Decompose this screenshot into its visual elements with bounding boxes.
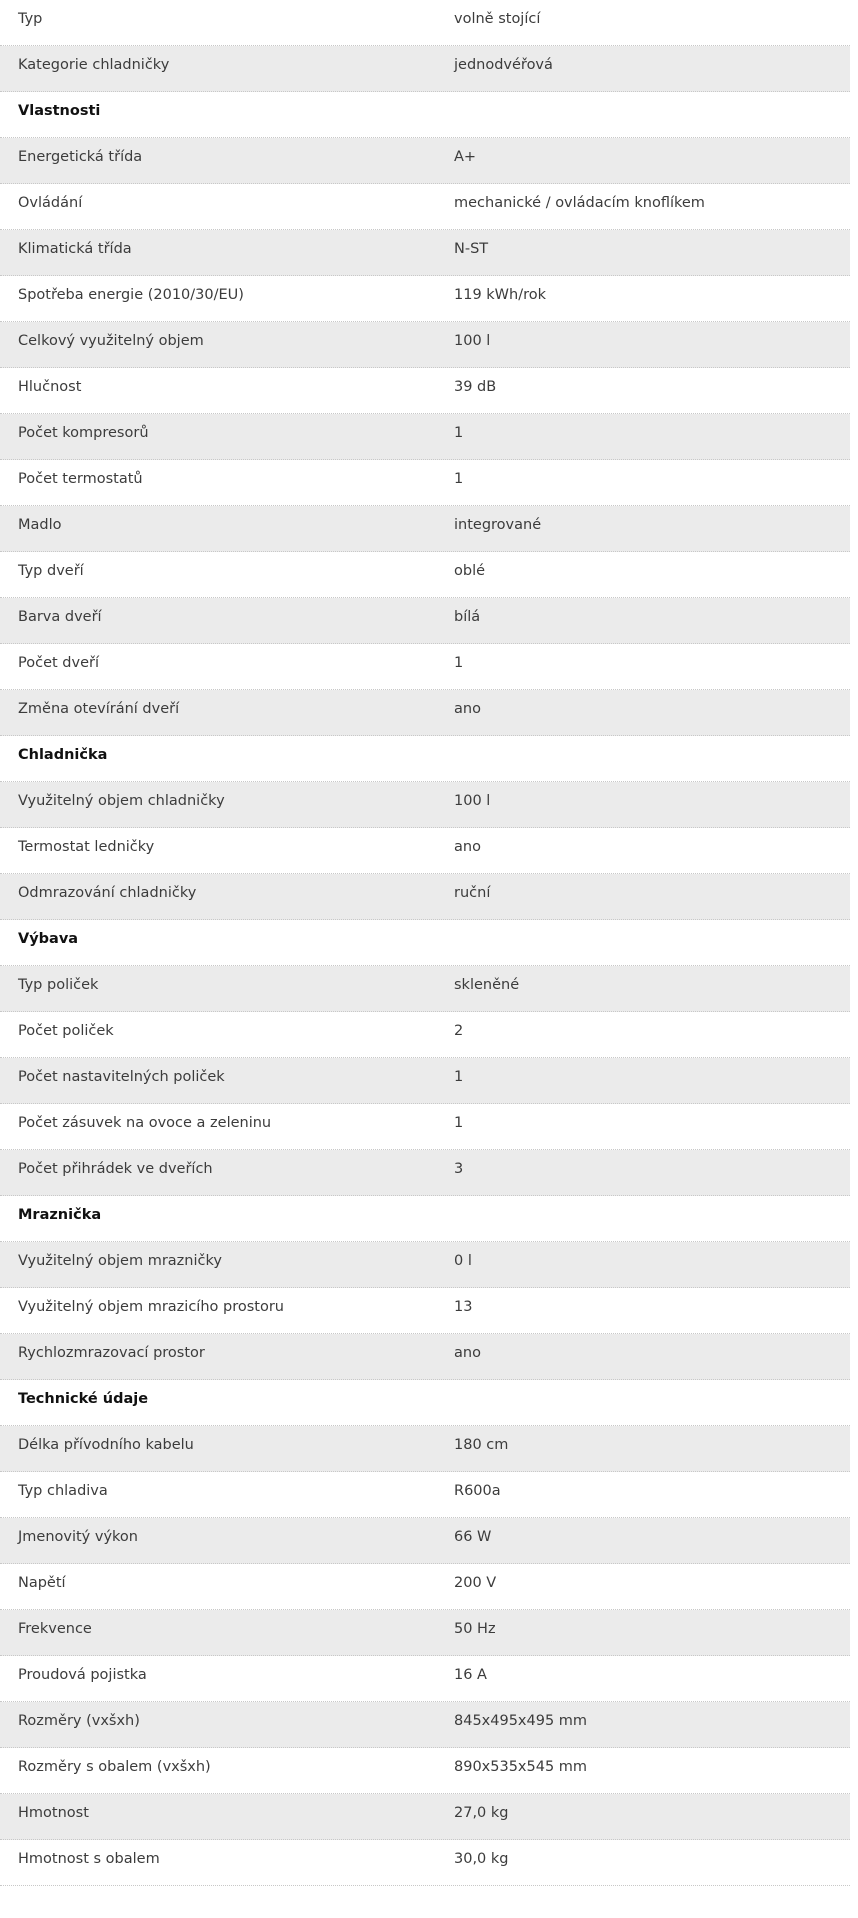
spec-label: Počet kompresorů xyxy=(18,425,149,441)
table-row xyxy=(0,1012,850,1058)
table-row xyxy=(0,46,850,92)
table-row xyxy=(0,368,850,414)
table-row xyxy=(0,1610,850,1656)
spec-label: Napětí xyxy=(18,1575,66,1591)
spec-label: Typ dveří xyxy=(18,563,84,579)
table-row xyxy=(0,782,850,828)
spec-value: 13 xyxy=(454,1299,473,1315)
section-title: Mraznička xyxy=(18,1207,102,1223)
spec-label: Využitelný objem chladničky xyxy=(18,793,225,809)
spec-label: Rychlozmrazovací prostor xyxy=(18,1345,205,1361)
spec-value: 100 l xyxy=(454,333,491,349)
spec-label: Typ poliček xyxy=(18,977,99,993)
spec-label: Rozměry (vxšxh) xyxy=(18,1713,140,1729)
table-row xyxy=(0,690,850,736)
spec-value: ruční xyxy=(454,885,491,901)
spec-label: Délka přívodního kabelu xyxy=(18,1437,194,1453)
section-title: Chladnička xyxy=(18,747,108,763)
table-row xyxy=(0,1104,850,1150)
section-header xyxy=(0,1196,850,1242)
spec-label: Frekvence xyxy=(18,1621,92,1637)
spec-label: Klimatická třída xyxy=(18,241,132,257)
table-row xyxy=(0,598,850,644)
section-header xyxy=(0,92,850,138)
table-row xyxy=(0,874,850,920)
table-row xyxy=(0,1564,850,1610)
spec-label: Typ chladiva xyxy=(18,1483,108,1499)
section-title: Technické údaje xyxy=(18,1391,149,1407)
spec-label: Termostat ledničky xyxy=(18,839,155,855)
spec-value: 119 kWh/rok xyxy=(454,287,547,303)
section-header xyxy=(0,1380,850,1426)
table-row xyxy=(0,1334,850,1380)
spec-value: integrované xyxy=(454,517,542,533)
spec-value: volně stojící xyxy=(454,11,541,27)
spec-value: mechanické / ovládacím knoflíkem xyxy=(454,195,705,211)
spec-label: Barva dveří xyxy=(18,609,102,625)
spec-label: Změna otevírání dveří xyxy=(18,701,180,717)
spec-label: Počet poliček xyxy=(18,1023,114,1039)
spec-value: ano xyxy=(454,839,481,855)
table-row xyxy=(0,460,850,506)
table-row xyxy=(0,1472,850,1518)
spec-value: 1 xyxy=(454,655,464,671)
table-row xyxy=(0,1150,850,1196)
spec-value: 1 xyxy=(454,425,464,441)
spec-label: Jmenovitý výkon xyxy=(18,1529,138,1545)
table-row xyxy=(0,1702,850,1748)
table-row xyxy=(0,1656,850,1702)
spec-value: 30,0 kg xyxy=(454,1851,509,1867)
spec-label: Energetická třída xyxy=(18,149,143,165)
spec-value: A+ xyxy=(454,149,477,165)
spec-value: 0 l xyxy=(454,1253,472,1269)
spec-label: Hlučnost xyxy=(18,379,82,395)
spec-value: 1 xyxy=(454,471,464,487)
spec-value: 1 xyxy=(454,1115,464,1131)
section-title: Výbava xyxy=(18,931,79,947)
table-row xyxy=(0,138,850,184)
spec-label: Počet nastavitelných poliček xyxy=(18,1069,225,1085)
table-row xyxy=(0,1288,850,1334)
spec-value: 66 W xyxy=(454,1529,492,1545)
spec-label: Ovládání xyxy=(18,195,83,211)
spec-label: Počet přihrádek ve dveřích xyxy=(18,1161,213,1177)
spec-value: R600a xyxy=(454,1483,501,1499)
spec-value: 27,0 kg xyxy=(454,1805,509,1821)
spec-value: ano xyxy=(454,1345,481,1361)
table-row xyxy=(0,506,850,552)
table-row xyxy=(0,1242,850,1288)
spec-value: 2 xyxy=(454,1023,464,1039)
table-row xyxy=(0,966,850,1012)
spec-label: Spotřeba energie (2010/30/EU) xyxy=(18,287,244,303)
table-row xyxy=(0,644,850,690)
table-row xyxy=(0,0,850,46)
spec-value: jednodvéřová xyxy=(454,57,553,73)
section-header xyxy=(0,736,850,782)
table-row xyxy=(0,1748,850,1794)
table-row xyxy=(0,1794,850,1840)
table-row xyxy=(0,276,850,322)
spec-value: 39 dB xyxy=(454,379,497,395)
table-row xyxy=(0,828,850,874)
spec-label: Počet zásuvek na ovoce a zeleninu xyxy=(18,1115,272,1131)
spec-label: Kategorie chladničky xyxy=(18,57,170,73)
table-row xyxy=(0,184,850,230)
spec-value: N-ST xyxy=(454,241,489,257)
table-row xyxy=(0,552,850,598)
spec-label: Počet termostatů xyxy=(18,471,143,487)
spec-label: Hmotnost s obalem xyxy=(18,1851,160,1867)
table-row xyxy=(0,230,850,276)
table-row xyxy=(0,414,850,460)
spec-value: 845x495x495 mm xyxy=(454,1713,588,1729)
spec-label: Madlo xyxy=(18,517,62,533)
spec-value: 180 cm xyxy=(454,1437,509,1453)
spec-label: Rozměry s obalem (vxšxh) xyxy=(18,1759,211,1775)
spec-value: 50 Hz xyxy=(454,1621,496,1637)
spec-value: 890x535x545 mm xyxy=(454,1759,588,1775)
table-row xyxy=(0,1518,850,1564)
table-row xyxy=(0,322,850,368)
spec-value: 200 V xyxy=(454,1575,497,1591)
spec-label: Typ xyxy=(18,11,43,27)
spec-label: Využitelný objem mrazicího prostoru xyxy=(18,1299,284,1315)
section-title: Vlastnosti xyxy=(18,103,101,119)
spec-value: 16 A xyxy=(454,1667,487,1683)
spec-value: ano xyxy=(454,701,481,717)
section-header xyxy=(0,920,850,966)
spec-value: 1 xyxy=(454,1069,464,1085)
spec-value: 3 xyxy=(454,1161,464,1177)
spec-label: Odmrazování chladničky xyxy=(18,885,197,901)
spec-label: Proudová pojistka xyxy=(18,1667,147,1683)
table-row xyxy=(0,1426,850,1472)
spec-value: 100 l xyxy=(454,793,491,809)
table-row xyxy=(0,1840,850,1886)
table-row xyxy=(0,1058,850,1104)
spec-label: Využitelný objem mrazničky xyxy=(18,1253,222,1269)
spec-label: Hmotnost xyxy=(18,1805,89,1821)
spec-value: oblé xyxy=(454,563,486,579)
spec-value: bílá xyxy=(454,609,481,625)
spec-label: Počet dveří xyxy=(18,655,99,671)
spec-value: skleněné xyxy=(454,977,520,993)
spec-label: Celkový využitelný objem xyxy=(18,333,204,349)
